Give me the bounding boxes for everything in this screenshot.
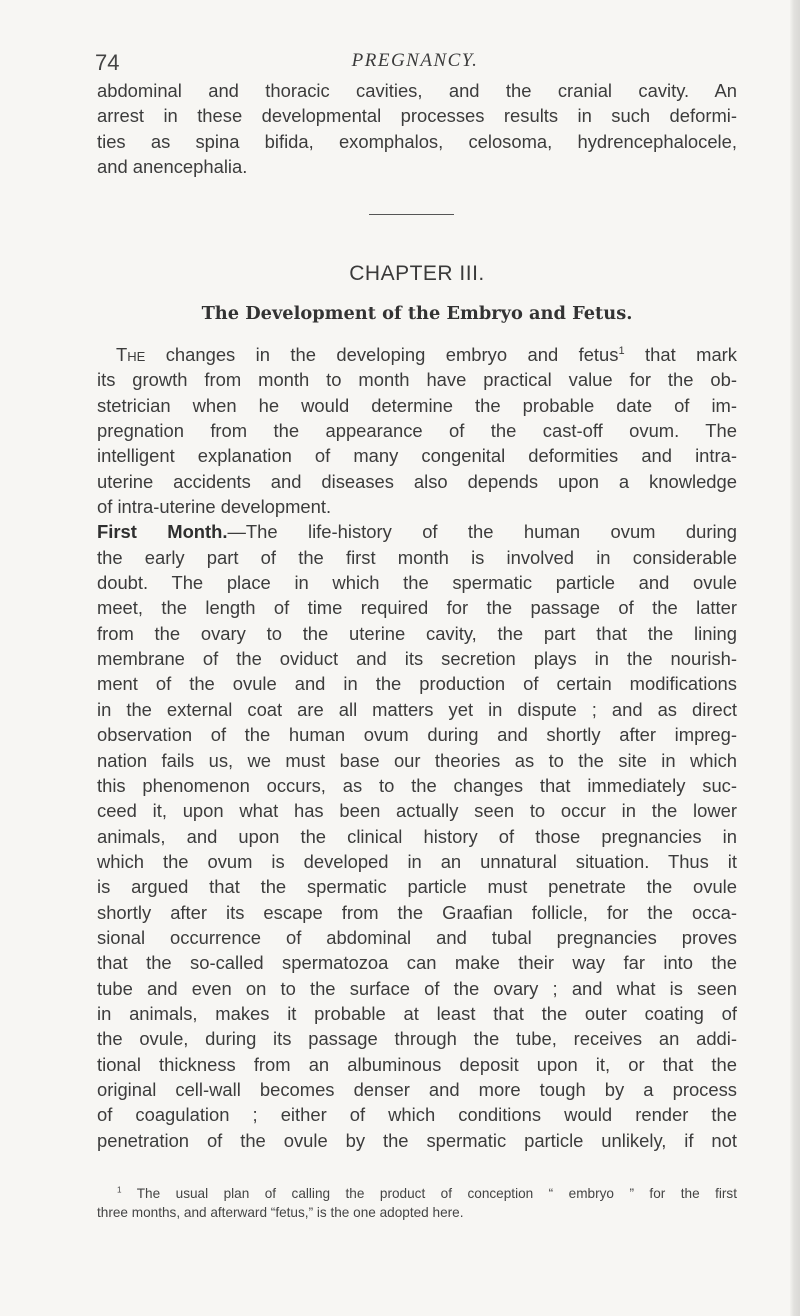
text-line — [97, 342, 737, 367]
text-line: of intra-uterine development. — [97, 496, 332, 518]
text-fragment: The usual plan of calling the product of conception “ embryo ” for the first — [121, 1186, 737, 1201]
text-line: from the ovary to the uterine cavity, the part that the lining — [97, 622, 737, 644]
text-fragment: that mark — [624, 344, 737, 365]
footnote — [97, 1184, 737, 1222]
text-line: and anencephalia. — [97, 156, 248, 178]
text-line: penetration of the ovule by the spermatic particle unlikely, if not — [97, 1129, 737, 1151]
body-text — [97, 342, 737, 1153]
text-line: the early part of the first month is involved in considerable — [97, 546, 737, 568]
text-line: ceed it, upon what has been actually seen to occur in the lower — [97, 800, 737, 822]
text-line: ties as spina bifida, exomphalos, celosoma, hydrencephalocele, — [97, 130, 737, 152]
text-line: animals, and upon the clinical history of those pregnancies in — [97, 825, 737, 847]
footnote-reference[interactable]: 1 — [618, 344, 625, 357]
text-line: abdominal and thoracic cavities, and the cranial cavity. An — [97, 80, 737, 101]
text-line: is argued that the spermatic particle must penetrate the ovule — [97, 876, 737, 898]
text-line: of coagulation ; either of which conditions would render the — [97, 1104, 737, 1126]
text-line: sional occurrence of abdominal and tubal pregnancies proves — [97, 926, 737, 948]
text-fragment: changes in the developing embryo and fetus — [145, 344, 619, 365]
text-line: nation fails us, we must base our theories as to the site in which — [97, 749, 737, 771]
text-line — [97, 519, 737, 544]
footnote-mark: 1 — [117, 1185, 122, 1195]
page-number: 74 — [95, 50, 120, 75]
text-line: that the so-called spermatozoa can make their way far into the — [97, 952, 737, 974]
running-head — [95, 50, 735, 78]
text-line: in the external coat are all matters yet in dispute ; and as direct — [97, 698, 737, 720]
chapter-heading: CHAPTER III. — [349, 262, 485, 285]
text-line: membrane of the oviduct and its secretion plays in the nourish- — [97, 648, 737, 670]
text-line: arrest in these developmental processes results in such deformi- — [97, 105, 737, 127]
text-line: doubt. The place in which the spermatic particle and ovule — [97, 572, 737, 594]
text-line: ment of the ovule and in the production of certain modifications — [97, 673, 737, 695]
text-line: the ovule, during its passage through the tube, receives an addi- — [97, 1028, 737, 1050]
section-divider — [369, 214, 454, 215]
text-line: tube and even on to the surface of the ovary ; and what is seen — [97, 977, 737, 999]
text-line: uterine accidents and diseases also depends upon a knowledge — [97, 470, 737, 492]
intro-paragraph — [97, 78, 737, 179]
text-line: in animals, makes it probable at least that the outer coating of — [97, 1002, 737, 1024]
text-line: original cell-wall becomes denser and more tough by a process — [97, 1078, 737, 1100]
text-line: tional thickness from an albuminous deposit upon it, or that the — [97, 1053, 737, 1075]
text-line: observation of the human ovum during and shortly after impreg- — [97, 724, 737, 746]
running-title: PREGNANCY. — [351, 50, 479, 71]
text-line: shortly after its escape from the Graafian follicle, for the occa- — [97, 901, 737, 923]
subsection-heading: First Month. — [97, 521, 228, 543]
text-line: which the ovum is developed in an unnatural situation. Thus it — [97, 850, 737, 872]
text-line: intelligent explanation of many congenital deformities and intra- — [97, 445, 737, 467]
text-line: pregnation from the appearance of the cast-off ovum. The — [97, 420, 737, 442]
opening-word: The — [116, 344, 146, 365]
text-line: stetrician when he would determine the probable date of im- — [97, 394, 737, 416]
footnote-line: three months, and afterward “fetus,” is the one adopted here. — [97, 1205, 464, 1220]
page-edge-shadow — [790, 0, 800, 1316]
footnote-line — [97, 1184, 737, 1203]
text-line: meet, the length of time required for the passage of the latter — [97, 597, 737, 619]
text-fragment: —The life-history of the human ovum during — [227, 521, 738, 543]
chapter-title: The Development of the Embryo and Fetus. — [201, 303, 633, 324]
text-line: this phenomenon occurs, as to the changes that immediately suc- — [97, 774, 737, 796]
text-line: its growth from month to month have practical value for the ob- — [97, 369, 737, 391]
